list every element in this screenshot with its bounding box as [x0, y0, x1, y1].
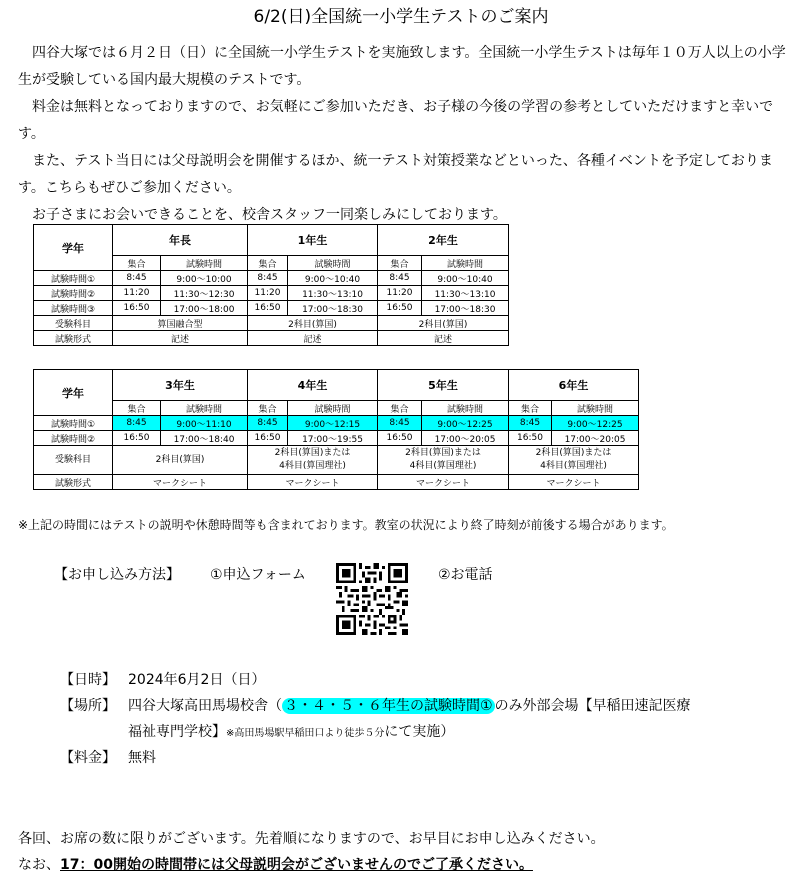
- schedule-note: ※上記の時間にはテストの説明や休憩時間等も含まれております。教室の状況により終了時刻が前後する場合があります。: [18, 518, 674, 532]
- table-cell: 17:00～20:05: [422, 431, 509, 446]
- info-place-line2: [60, 720, 454, 746]
- place-note: ※高田馬場駅早稲田口より徒歩５分: [226, 728, 385, 739]
- table-cell-highlighted: 9:00～11:10: [161, 416, 248, 431]
- table-cell: 11:20: [248, 286, 288, 301]
- subject-line: 2科目(算国)または: [535, 448, 612, 458]
- row-label: 試験時間②: [34, 286, 113, 301]
- table-cell: 16:50: [248, 301, 288, 316]
- sub-header: 集合: [378, 256, 422, 271]
- table-row: [34, 331, 509, 346]
- row-label: 試験時間③: [34, 301, 113, 316]
- place-text: のみ外部会場【早稲田速記医療: [494, 698, 691, 714]
- place-label: 【場所】: [60, 698, 116, 714]
- info-place: [60, 694, 691, 718]
- table-cell: 9:00～10:40: [422, 271, 509, 286]
- table-row: [34, 271, 509, 286]
- schedule-table-lower: [33, 224, 509, 346]
- table-cell: 2科目(算国): [378, 316, 509, 331]
- table-corner-grade: 学年: [34, 225, 113, 271]
- table-row: [34, 416, 639, 431]
- info-date: [60, 668, 265, 692]
- table-cell: 記述: [248, 331, 378, 346]
- table-cell: 8:45: [113, 271, 161, 286]
- apply-label: 【お申し込み方法】: [54, 567, 180, 583]
- info-fee: [60, 746, 156, 770]
- intro-paragraph: また、テスト当日には父母説明会を開催するほか、統一テスト対策授業などといった、各種イベントを予定しております。こちらもぜひご参加ください。: [18, 153, 773, 196]
- table-row: [34, 446, 639, 475]
- grade-header: 年長: [113, 225, 248, 256]
- row-label: 試験形式: [34, 475, 113, 490]
- table-cell: 8:45: [248, 271, 288, 286]
- table-row: [34, 316, 509, 331]
- row-label: 受験科目: [34, 316, 113, 331]
- table-cell: 16:50: [248, 431, 288, 446]
- sub-header: 試験時間: [288, 256, 378, 271]
- footer-line: 各回、お席の数に限りがございます。先着順になりますので、お早目にお申し込みください。: [18, 831, 605, 847]
- table-cell: 算国融合型: [113, 316, 248, 331]
- table-cell: 16:50: [509, 431, 552, 446]
- table-cell: [378, 446, 509, 475]
- row-label: 試験時間②: [34, 431, 113, 446]
- table-cell: 11:20: [113, 286, 161, 301]
- subject-line: 4科目(算国理社): [279, 461, 346, 471]
- table-cell-highlighted: 9:00～12:25: [422, 416, 509, 431]
- table-cell-highlighted: 8:45: [248, 416, 288, 431]
- sub-header: 集合: [509, 401, 552, 416]
- sub-header: 集合: [378, 401, 422, 416]
- page-title: 6/2(日)全国統一小学生テストのご案内: [253, 7, 549, 27]
- grade-header: 4年生: [248, 370, 378, 401]
- place-highlight: ３・４・５・６年生の試験時間①: [284, 698, 493, 714]
- intro-text: [18, 40, 788, 229]
- grade-header: 6年生: [509, 370, 639, 401]
- table-cell: 記述: [113, 331, 248, 346]
- table-cell: 17:00～19:55: [288, 431, 378, 446]
- apply-form-link[interactable]: ①申込フォーム: [210, 567, 306, 583]
- table-cell: 16:50: [378, 301, 422, 316]
- row-label: 試験形式: [34, 331, 113, 346]
- table-cell: 17:00～20:05: [552, 431, 639, 446]
- row-label: 受験科目: [34, 446, 113, 475]
- table-cell: 16:50: [378, 431, 422, 446]
- table-cell: [248, 446, 378, 475]
- sub-header: 集合: [248, 256, 288, 271]
- table-cell: 9:00～10:00: [161, 271, 248, 286]
- table-corner-grade: 学年: [34, 370, 113, 416]
- table-cell: マークシート: [378, 475, 509, 490]
- place-text: 福祉専門学校】: [128, 724, 226, 740]
- table-cell: 17:00～18:30: [288, 301, 378, 316]
- footer-prefix: なお、: [18, 857, 60, 873]
- intro-paragraph: 四谷大塚では６月２日（日）に全国統一小学生テストを実施致します。全国統一小学生テストは毎年１０万人以上の小学生が受験している国内最大規模のテストです。: [18, 45, 786, 88]
- table-cell: マークシート: [113, 475, 248, 490]
- table-row: [34, 301, 509, 316]
- table-cell: 2科目(算国): [248, 316, 378, 331]
- footer-emphasis: 17：00開始の時間帯には父母説明会がございませんのでご了承ください。: [60, 857, 533, 873]
- fee-label: 【料金】: [60, 750, 116, 766]
- table-cell: 17:00～18:00: [161, 301, 248, 316]
- sub-header: 試験時間: [422, 401, 509, 416]
- schedule-table-upper: [33, 369, 639, 490]
- place-text: 四谷大塚高田馬場校舎（: [128, 698, 282, 714]
- sub-header: 集合: [113, 401, 161, 416]
- grade-header: 2年生: [378, 225, 509, 256]
- row-label: 試験時間①: [34, 416, 113, 431]
- table-cell: マークシート: [248, 475, 378, 490]
- grade-header: 5年生: [378, 370, 509, 401]
- table-cell: 9:00～10:40: [288, 271, 378, 286]
- table-row: [34, 475, 639, 490]
- sub-header: 集合: [248, 401, 288, 416]
- table-row: [34, 431, 639, 446]
- intro-paragraph: お子さまにお会いできることを、校舎スタッフ一同楽しみにしております。: [18, 207, 507, 223]
- table-cell: 11:30～13:10: [288, 286, 378, 301]
- table-cell: 11:20: [378, 286, 422, 301]
- fee-value: 無料: [128, 750, 156, 766]
- table-cell: 11:30～13:10: [422, 286, 509, 301]
- table-cell: 17:00～18:30: [422, 301, 509, 316]
- table-cell-highlighted: 8:45: [509, 416, 552, 431]
- apply-phone: ②お電話: [438, 567, 493, 583]
- footer-line: [18, 854, 533, 874]
- intro-paragraph: 料金は無料となっておりますので、お気軽にご参加いただき、お子様の今後の学習の参考としていただけますと幸いです。: [18, 99, 774, 142]
- table-cell-highlighted: 8:45: [113, 416, 161, 431]
- date-value: 2024年6月2日（日）: [128, 672, 266, 688]
- table-cell: 8:45: [378, 271, 422, 286]
- table-cell: [509, 446, 639, 475]
- sub-header: 集合: [113, 256, 161, 271]
- sub-header: 試験時間: [552, 401, 639, 416]
- table-cell: 17:00～18:40: [161, 431, 248, 446]
- table-cell: 16:50: [113, 301, 161, 316]
- qr-code-icon[interactable]: [336, 563, 408, 635]
- table-cell: 2科目(算国): [113, 446, 248, 475]
- sub-header: 試験時間: [161, 256, 248, 271]
- subject-line: 2科目(算国)または: [274, 448, 351, 458]
- table-cell: 16:50: [113, 431, 161, 446]
- grade-header: 1年生: [248, 225, 378, 256]
- row-label: 試験時間①: [34, 271, 113, 286]
- sub-header: 試験時間: [161, 401, 248, 416]
- place-text: にて実施）: [384, 724, 455, 740]
- subject-line: 4科目(算国理社): [409, 461, 477, 471]
- sub-header: 試験時間: [288, 401, 378, 416]
- table-cell-highlighted: 9:00～12:25: [552, 416, 639, 431]
- table-cell-highlighted: 8:45: [378, 416, 422, 431]
- subject-line: 2科目(算国)または: [405, 448, 481, 458]
- subject-line: 4科目(算国理社): [540, 461, 607, 471]
- sub-header: 試験時間: [422, 256, 509, 271]
- grade-header: 3年生: [113, 370, 248, 401]
- table-row: [34, 286, 509, 301]
- table-cell-highlighted: 9:00～12:15: [288, 416, 378, 431]
- date-label: 【日時】: [60, 672, 116, 688]
- table-cell: マークシート: [509, 475, 639, 490]
- table-cell: 11:30～12:30: [161, 286, 248, 301]
- table-cell: 記述: [378, 331, 509, 346]
